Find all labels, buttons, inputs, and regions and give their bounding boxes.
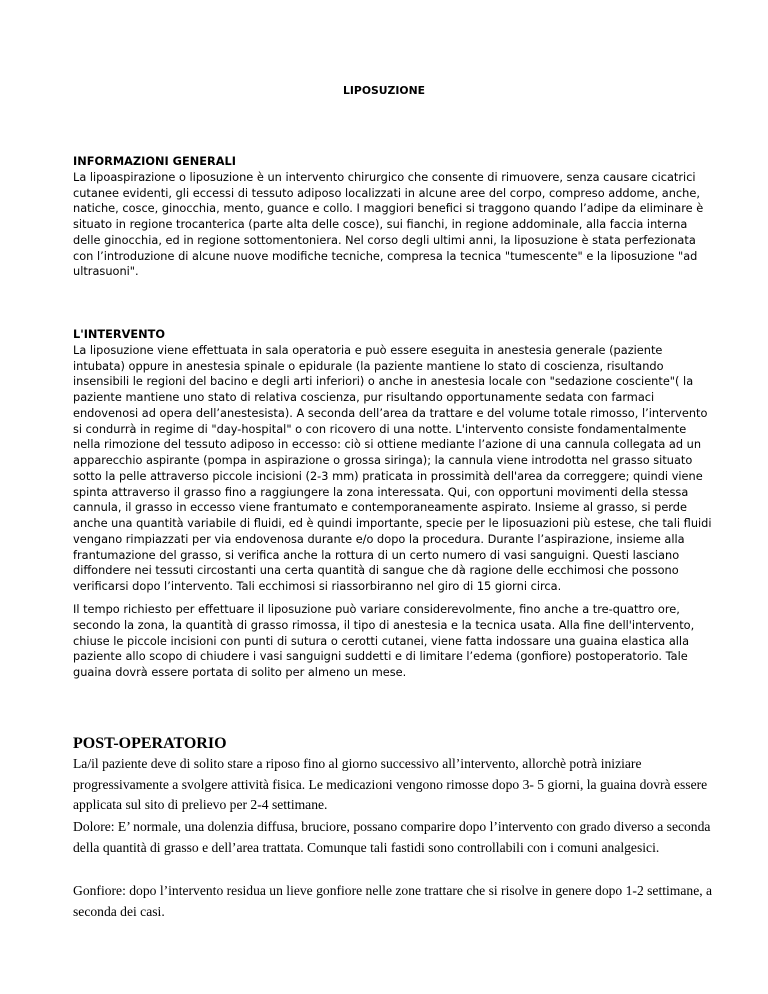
document-title: LIPOSUZIONE <box>343 84 425 97</box>
section-paragraph: La lipoaspirazione o liposuzione è un intervento chirurgico che consente di rimuovere, senza causare cicatrici cutanee evidenti, gli eccessi di tessuto adiposo localizzati in alcune aree del corpo, compreso addome, anche, natiche, cosce, ginocchia, mento, guance e collo. I maggiori benefici si traggono quando l’adipe da eliminare è situato in regione trocanterica (parte alta delle cosce), sui fianchi, in regione addominale, alla faccia interna delle ginocchia, ed in regione sottomentoniera. Nel corso degli ultimi anni, la liposuzione è stata perfezionata con l’introduzione di alcune nuove modifiche tecniche, compresa la tecnica "tumescente" e la liposuzione "ad ultrasuoni". <box>73 169 704 279</box>
section-heading: L'INTERVENTO <box>73 327 166 341</box>
section-paragraph: Dolore: E’ normale, una dolenzia diffusa, bruciore, possano comparire dopo l’intervento con grado diverso a seconda della quantità di grasso e dell’area trattata. Comunque tali fastidi sono controllabili con i comuni analgesici. <box>73 819 711 855</box>
section-paragraph: Gonfiore: dopo l’intervento residua un lieve gonfiore nelle zone trattare che si risolve in genere dopo 1-2 settimane, a seconda dei casi. <box>73 883 713 919</box>
section-tempo <box>73 602 713 681</box>
section-post-operatorio <box>73 754 713 816</box>
section-intervento <box>73 327 713 595</box>
section-heading: INFORMAZIONI GENERALI <box>73 154 236 168</box>
section-heading-post-operatorio: POST-OPERATORIO <box>73 735 227 752</box>
section-gonfiore <box>73 881 713 922</box>
section-paragraph: La/il paziente deve di solito stare a riposo fino al giorno successivo all’intervento, allorchè potrà iniziare progressivamente a svolgere attività fisica. Le medicazioni vengono rimosse dopo 3- 5 giorni, la guaina dovrà essere applicata sul sito di prelievo per 2-4 settimane. <box>73 756 708 812</box>
section-paragraph: Il tempo richiesto per effettuare il liposuzione può variare considerevolmente, fino anche a tre-quattro ore, secondo la zona, la quantità di grasso rimossa, il tipo di anestesia e la tecnica usata. Alla fine dell'intervento, chiuse le piccole incisioni con punti di sutura o cerotti cutanei, viene fatta indossare una guaina elastica alla paziente allo scopo di chiudere i vasi sanguigni suddetti e di limitare l’edema (gonfiore) postoperatorio. Tale guaina dovrà essere portata di solito per almeno un mese. <box>73 602 695 679</box>
section-informazioni-generali <box>73 154 713 280</box>
section-paragraph: La liposuzione viene effettuata in sala operatoria e può essere eseguita in anestesia generale (paziente intubata) oppure in anestesia spinale o epidurale (la paziente mantiene lo stato di coscienza, risultando insensibili le regioni del bacino e degli arti inferiori) o anche in anestesia locale con "sedazione cosciente"( la paziente mantiene uno stato di relativa coscienza, pur risultando opportunamente sedata con farmaci endovenosi ad opera dell’anestesista). A seconda dell’area da trattare e del volume totale rimosso, l’intervento si condurrà in regime di "day-hospital" o con ricovero di una notte. L'intervento consiste fondamentalmente nella rimozione del tessuto adiposo in eccesso: ciò si ottiene mediante l’azione di una cannula collegata ad un apparecchio aspirante (pompa in aspirazione o grossa siringa); la cannula viene introdotta nel grasso situato sotto la pelle attraverso piccole incisioni (2-3 mm) praticata in prossimità dell'area da correggere; quindi viene spinta attraverso il grasso fino a raggiungere la zona interessata. Qui, con opportuni movimenti della stessa cannula, il grasso in eccesso viene frantumato e contemporaneamente aspirato. Insieme al grasso, si perde anche una quantità variabile di fluidi, ed è quindi importante, specie per le liposuazioni più estese, che tali fluidi vengano rimpiazzati per via endovenosa durante e/o dopo la procedura. Durante l’aspirazione, insieme alla frantumazione del grasso, si verifica anche la rottura di un certo numero di vasi sanguigni. Questi lasciano diffondere nei tessuti circostanti una certa quantità di sangue che dà ragione delle ecchimosi che possono verificarsi dopo l’intervento. Tali ecchimosi si riassorbiranno nel giro di 15 giorni circa. <box>73 342 712 593</box>
section-dolore <box>73 817 713 858</box>
